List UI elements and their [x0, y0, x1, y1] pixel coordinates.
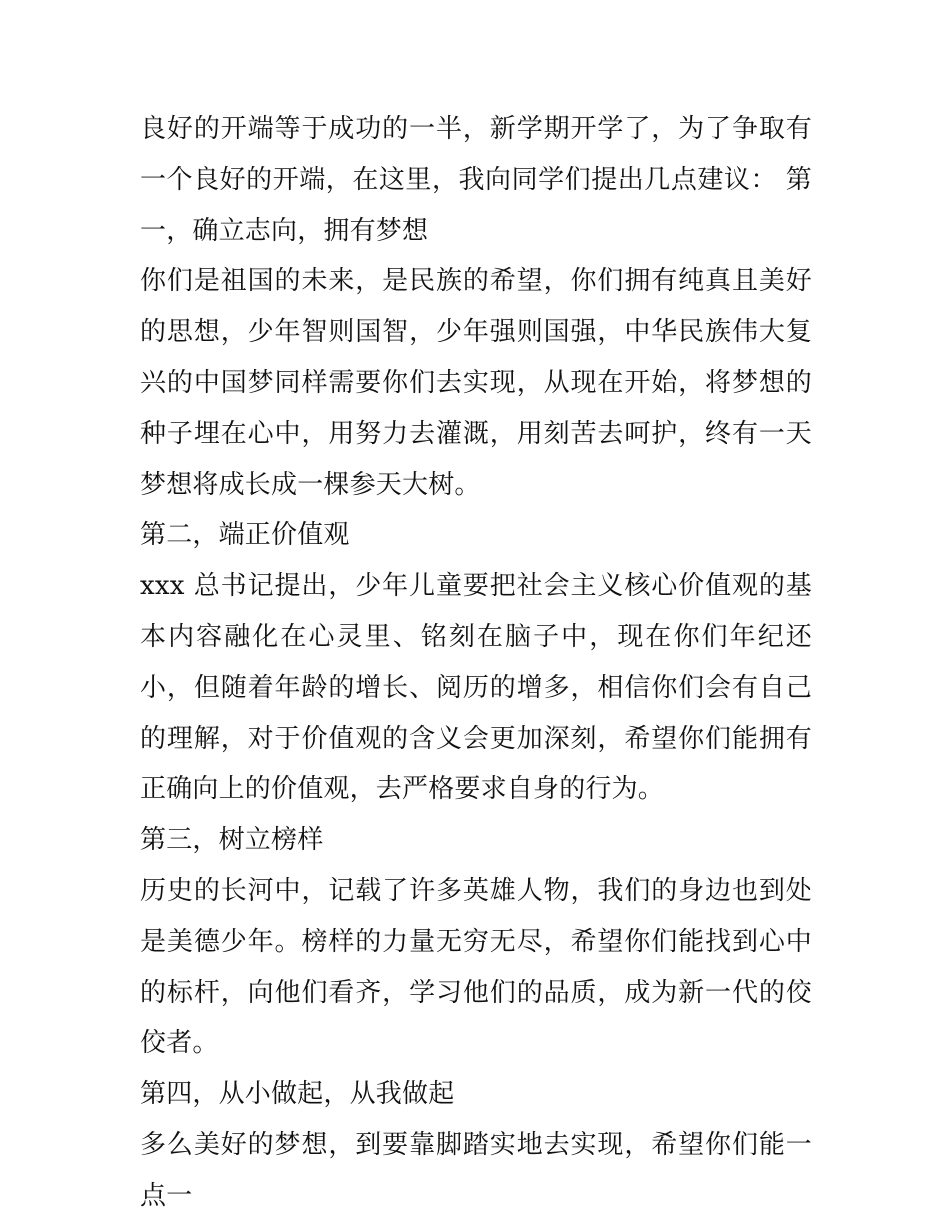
paragraph-start-small: 多么美好的梦想，到要靠脚踏实地去实现，希望你们能一点一 — [140, 1129, 812, 1211]
heading-third-point: 第三，树立榜样 — [140, 825, 324, 856]
heading-second-point: 第二，端正价值观 — [140, 520, 350, 551]
paragraph-intro: 良好的开端等于成功的一半，新学期开学了，为了争取有一个良好的开端，在这里，我向同学们提出几点建议： 第一，确立志向，拥有梦想 — [140, 114, 812, 246]
paragraph-role-models: 历史的长河中，记载了许多英雄人物，我们的身边也到处是美德少年。榜样的力量无穷无尽，希望你们能找到心中的标杆，向他们看齐，学习他们的品质，成为新一代的佼佼者。 — [140, 875, 812, 1059]
paragraph-values: xxx 总书记提出，少年儿童要把社会主义核心价值观的基本内容融化在心灵里、铭刻在脑子中，现在你们年纪还小，但随着年龄的增长、阅历的增多，相信你们会有自己的理解，对于价值观的含义会更加深刻，希望你们能拥有正确向上的价值观，去严格要求自身的行为。 — [140, 571, 812, 805]
heading-fourth-point: 第四，从小做起，从我做起 — [140, 1079, 455, 1110]
document-body — [140, 104, 812, 1222]
paragraph-dream: 你们是祖国的未来，是民族的希望，你们拥有纯真且美好的思想，少年智则国智，少年强则国强，中华民族伟大复兴的中国梦同样需要你们去实现，从现在开始，将梦想的种子埋在心中，用努力去灌溉，用刻苦去呵护，终有一天梦想将成长成一棵参天大树。 — [140, 266, 812, 500]
